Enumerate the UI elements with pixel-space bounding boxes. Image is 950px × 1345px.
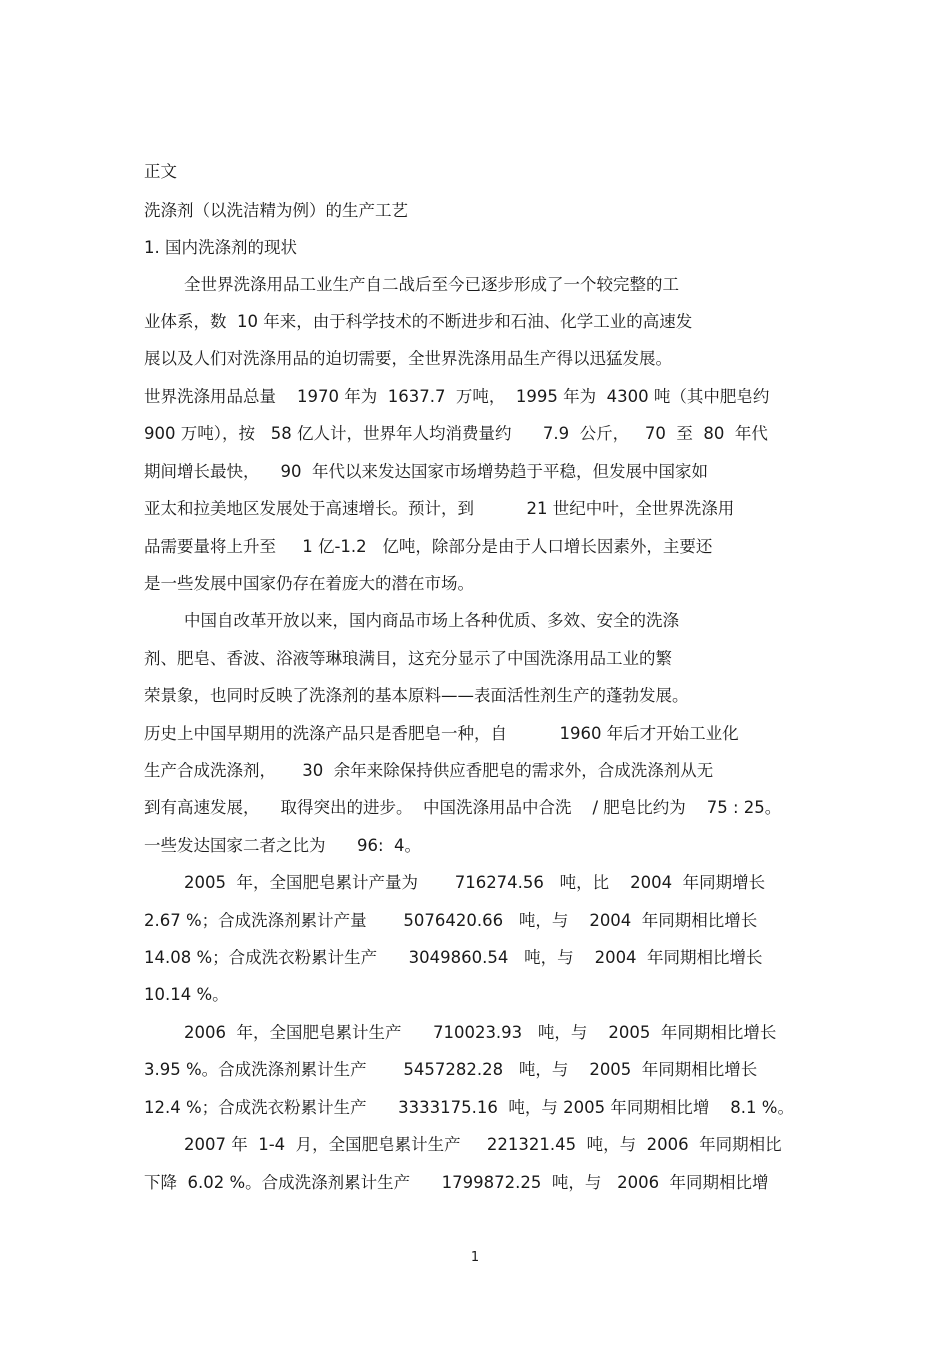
paragraph-line: 到有高速发展， 取得突出的进步。 中国洗涤用品中合洗 / 肥皂比约为 75 : 25。 [144,798,782,817]
paragraph-line: 剂、肥皂、香波、浴液等琳琅满目，这充分显示了中国洗涤用品工业的繁 [144,649,672,668]
paragraph-line: 是一些发展中国家仍存在着庞大的潜在市场。 [144,574,474,593]
paragraph-line: 全世界洗涤用品工业生产自二战后至今已逐步形成了一个较完整的工 [184,275,679,294]
heading: 正文 [144,162,177,181]
paragraph-line: 900 万吨），按 58 亿人计，世界年人均消费量约 7.9 公斤， 70 至 80 年代 [144,424,768,443]
paragraph-line: 10.14 %。 [144,985,229,1004]
paragraph-line: 2.67 %；合成洗涤剂累计产量 5076420.66 吨，与 2004 年同期相比增长 [144,911,758,930]
paragraph-line: 世界洗涤用品总量 1970 年为 1637.7 万吨， 1995 年为 4300 吨（其中肥皂约 [144,387,770,406]
paragraph-line: 12.4 %；合成洗衣粉累计生产 3333175.16 吨，与 2005 年同期相比增 8.1 %。 [144,1098,794,1117]
page-number: 1 [470,1250,480,1265]
paragraph-line: 下降 6.02 %。合成洗涤剂累计生产 1799872.25 吨，与 2006 年同期相比增 [144,1173,769,1192]
paragraph-line: 3.95 %。合成洗涤剂累计生产 5457282.28 吨，与 2005 年同期相比增长 [144,1060,758,1079]
paragraph-line: 中国自改革开放以来，国内商品市场上各种优质、多效、安全的洗涤 [184,611,679,630]
paragraph-line: 亚太和拉美地区发展处于高速增长。预计，到 21 世纪中叶，全世界洗涤用 [144,499,735,518]
paragraph-line: 14.08 %；合成洗衣粉累计生产 3049860.54 吨，与 2004 年同期相比增长 [144,948,763,967]
paragraph-line: 2006 年，全国肥皂累计生产 710023.93 吨，与 2005 年同期相比增长 [184,1023,777,1042]
document-title: 洗涤剂（以洗洁精为例）的生产工艺 [144,201,408,220]
paragraph-line: 2005 年，全国肥皂累计产量为 716274.56 吨，比 2004 年同期增长 [184,873,766,892]
paragraph-line: 展以及人们对洗涤用品的迫切需要，全世界洗涤用品生产得以迅猛发展。 [144,349,672,368]
section-heading: 1. 国内洗涤剂的现状 [144,238,297,257]
paragraph-line: 历史上中国早期用的洗涤产品只是香肥皂一种，自 1960 年后才开始工业化 [144,724,739,743]
paragraph-line: 品需要量将上升至 1 亿-1.2 亿吨，除部分是由于人口增长因素外，主要还 [144,537,713,556]
paragraph-line: 2007 年 1-4 月，全国肥皂累计生产 221321.45 吨，与 2006 年同期相比 [184,1135,782,1154]
paragraph-line: 业体系，数 10 年来，由于科学技术的不断进步和石油、化学工业的高速发 [144,312,693,331]
paragraph-line: 生产合成洗涤剂， 30 余年来除保持供应香肥皂的需求外，合成洗涤剂从无 [144,761,714,780]
paragraph-line: 荣景象，也同时反映了洗涤剂的基本原料——表面活性剂生产的蓬勃发展。 [144,686,689,705]
paragraph-line: 期间增长最快， 90 年代以来发达国家市场增势趋于平稳，但发展中国家如 [144,462,708,481]
paragraph-line: 一些发达国家二者之比为 96: 4。 [144,836,422,855]
